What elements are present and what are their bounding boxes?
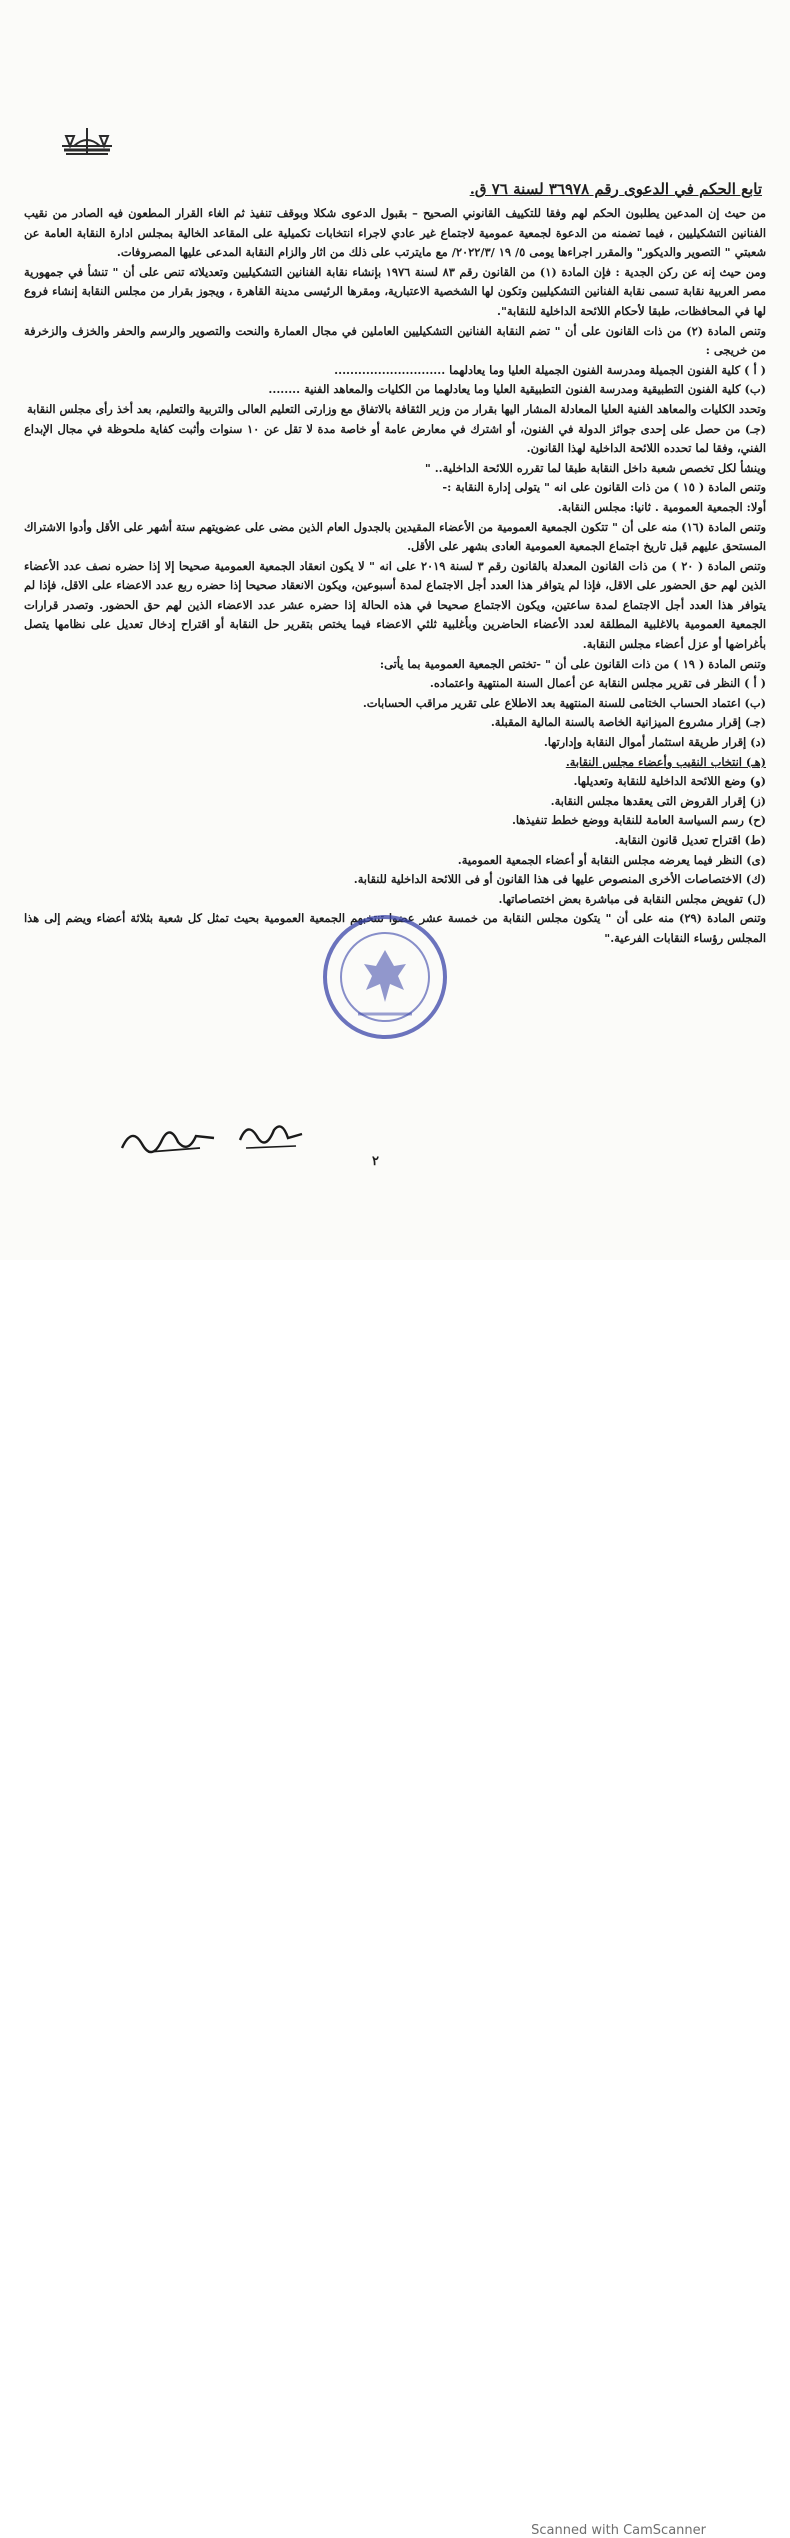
list-item: ( أ ) النظر فى تقرير مجلس النقابة عن أعمال السنة المنتهية واعتماده.	[429, 676, 766, 691]
list-item: (جـ) إقرار مشروع الميزانية الخاصة بالسنة المالية المقبلة.	[490, 715, 766, 730]
camscanner-watermark: Scanned with CamScanner	[531, 2523, 706, 2538]
list-item: (ط) اقتراح تعديل قانون النقابة.	[614, 833, 766, 847]
list-item: (ى) النظر فيما يعرضه مجلس النقابة أو أعضاء الجمعية العمومية.	[457, 852, 766, 867]
page-number: ٢	[372, 1154, 379, 1169]
list-item: (هـ) انتخاب النقيب وأعضاء مجلس النقابة.	[565, 754, 766, 769]
list-item: (ز) إقرار القروض التى يعقدها مجلس النقابة.	[550, 793, 766, 808]
paragraph-seriousness: ومن حيث إنه عن ركن الجدية : فإن المادة (١) من القانون رقم ٨٣ لسنة ١٩٧٦ بإنشاء نقابة الفنانين التشكيليين وتعديلاته تنص على أن " تنشأ في جمهورية مصر العربية نقابة تسمى نقابة الفنانين التشكيليين وتكون لها الشخصية الاعتبارية، ومقرها الرئيسى مدينة القاهرة ، ويجوز بقرار من مجلس النقابة إنشاء فروع لها في المحافظات، طبقا لأحكام اللائحة الداخلية للنقابة".	[24, 264, 767, 318]
judgment-heading: تابع الحكم في الدعوى رقم ٣٦٩٧٨ لسنة ٧٦ ق.	[469, 180, 762, 198]
paragraph-article-2: وتنص المادة (٢) من ذات القانون على أن " تضم النقابة الفنانين التشكيليين العاملين في مجال العمارة والنحت والتصوير والرسم والحفر والخزف والزخرفة من خريجى :	[24, 323, 766, 358]
signature-icon	[118, 1118, 218, 1158]
list-item: (د) إقرار طريقة استثمار أموال النقابة وإدارتها.	[543, 735, 766, 750]
paragraph-claims: من حيث إن المدعين يطلبون الحكم لهم وفقا للتكييف القانوني الصحيح – بقبول الدعوى شكلا وبوقف تنفيذ ثم الغاء القرار المطعون فيه الصادر من نقيب الفنانين التشكيليين ، فيما تضمنه من الدعوة لجمعية عمومية لاجتماع غير عادي لاجراء انتخابات تكميلية على المقاعد الخالية بمجلس ادارة النقابة العامة عن شعبتي " التصوير والديكور" والمقرر اجراءها يومى ٥/ ١٩ /٢٠٢٢/٣/ مع مايترتب على ذلك من اثار والزام النقابة المدعى عليها المصروفات.	[24, 206, 766, 260]
paragraph-article-15: وتنص المادة ( ١٥ ) من ذات القانون على انه " يتولى إدارة النقابة :-	[442, 480, 766, 495]
list-item: (جـ) من حصل على إحدى جوائز الدولة في الفنون، أو اشترك في معارض عامة أو خاصة مدة لا تقل عن ١٠ سنوات وأثبت كفاية ملحوظة في مجال الإبداع الفني، وفقا لما تحدده اللائحة الداخلية لهذا القانون.	[24, 421, 766, 456]
list-item: (ب) اعتماد الحساب الختامى للسنة المنتهية بعد الاطلاع على تقرير مراقب الحسابات.	[362, 695, 766, 710]
paragraph-article-16: وتنص المادة (١٦) منه على أن " تتكون الجمعية العمومية من الأعضاء المقيدين بالجدول العام الذين مضى على عضويتهم ستة أشهر على الأقل وأدوا الاشتراك المستحق عليهم قبل تاريخ اجتماع الجمعية العمومية العادى بشهر على الأقل.	[24, 519, 766, 554]
scales-emblem-icon	[56, 124, 118, 160]
list-item: (ل) تفويض مجلس النقابة فى مباشرة بعض اختصاصاتها.	[498, 891, 766, 906]
paragraph-divisions: وينشأ لكل تخصص شعبة داخل النقابة طبقا لما تقرره اللائحة الداخلية.. "	[424, 460, 766, 475]
list-item: (و) وضع اللائحة الداخلية للنقابة وتعديلها.	[573, 774, 766, 789]
signature-icon	[236, 1116, 306, 1154]
official-stamp-icon	[318, 910, 452, 1044]
paragraph-article-19: وتنص المادة ( ١٩ ) من ذات القانون على أن " -تختص الجمعية العمومية بما يأتى:	[379, 656, 766, 671]
paragraph-article-29: وتنص المادة (٢٩) منه على أن " يتكون مجلس النقابة من خمسة عشر عضوا تنتخبهم الجمعية العمومية بحيث تمثل كل شعبة بثلاثة أعضاء ويضم إلى هذا المجلس رؤساء النقابات الفرعية."	[24, 911, 766, 945]
list-item: (ب) كلية الفنون التطبيقية ومدرسة الفنون التطبيقية العليا وما يعادلهما من الكليات والمعاهد الفنية ........	[268, 382, 766, 397]
paragraph-colleges: وتحدد الكليات والمعاهد الفنية العليا المعادلة المشار اليها بقرار من وزير الثقافة بالاتفاق مع وزارتى التعليم العالى والتربية والتعليم، بعد أخذ رأى مجلس النقابة	[26, 401, 766, 416]
paragraph-article-20: وتنص المادة ( ٢٠ ) من ذات القانون المعدلة بالقانون رقم ٣ لسنة ٢٠١٩ على انه " لا يكون انعقاد الجمعية العمومية صحيحا إلا إذا حضره نصف عدد الأعضاء الذين لهم حق الحضور على الاقل، فإذا لم يتوافر هذا العدد أجل الاجتماع لمدة أسبوعين، ويكون الانعقاد صحيحا إذا حضره ربع عدد الاعضاء على الاقل، فإذا لم يتوافر هذا العدد أجل الاجتماع لمدة ساعتين، ويكون الاجتماع صحيحا في هذه الحالة إذا حضره عشر عدد الاعضاء الذين لهم حق الحضور. وتصدر قرارات الجمعية العمومية بالاغلبية المطلقة لعدد الأعضاء الحاضرين وبأغلبية ثلثي الاعضاء فيما يختص بتقرير حل النقابة أو اقتراح إدخال تعديل على نظامها يتصل بأغراضها أو عزل أعضاء مجلس النقابة.	[24, 558, 766, 652]
list-item: (ح) رسم السياسة العامة للنقابة ووضع خطط تنفيذها.	[511, 813, 766, 828]
scanner-footer	[0, 1260, 790, 2538]
list-item: (ك) الاختصاصات الأخرى المنصوص عليها فى هذا القانون أو فى اللائحة الداخلية للنقابة.	[353, 872, 766, 887]
list-item: ( أ ) كلية الفنون الجميلة ومدرسة الفنون الجميلة العليا وما يعادلهما ............................	[334, 362, 766, 377]
list-item: أولا: الجمعية العمومية . ثانيا: مجلس النقابة.	[557, 499, 766, 514]
document-body	[24, 204, 766, 949]
